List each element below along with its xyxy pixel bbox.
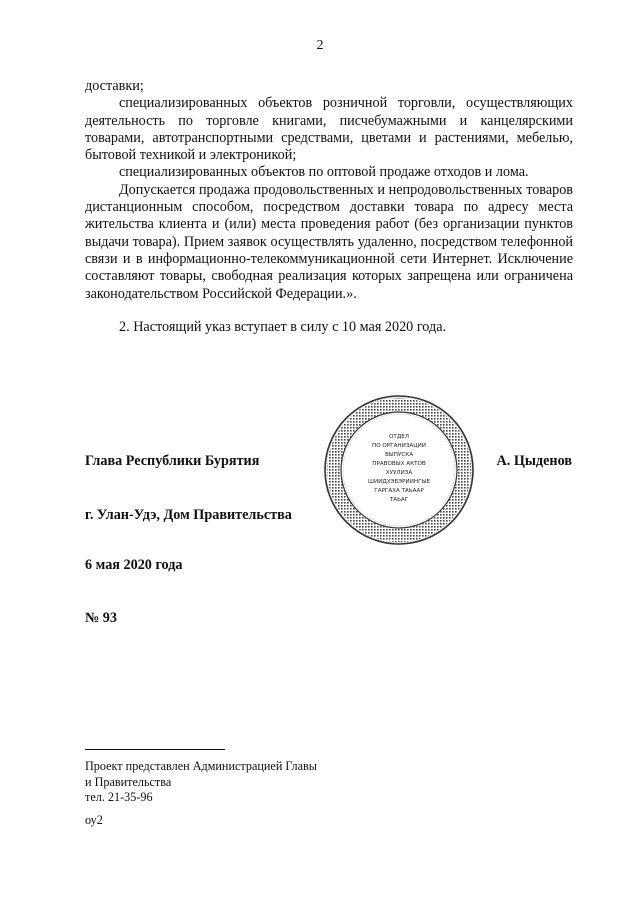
footnote-line: и Правительства xyxy=(85,774,172,789)
footnote-line: Проект представлен Администрацией Главы xyxy=(85,759,317,773)
seal-text-line: ХУУЛИЗА xyxy=(385,470,413,476)
seal-text-line: ШИИДХЭБЭРИИНГЫЕ xyxy=(367,479,431,485)
signing-place: г. Улан-Удэ, Дом Правительства xyxy=(85,507,292,523)
footnote-line: тел. 21-35-96 xyxy=(85,790,153,804)
decree-number: № 93 xyxy=(85,610,117,626)
footnote xyxy=(85,759,317,806)
effective-date-paragraph: 2. Настоящий указ вступает в силу с 10 мая 2020 года. xyxy=(119,318,447,335)
seal-text-line: ОТДЕЛ xyxy=(389,434,409,440)
document-code: оу2 xyxy=(85,813,103,827)
body-paragraph: доставки; xyxy=(85,78,144,94)
seal-text-line: ГАРГАХА ТАЬААР xyxy=(374,488,424,494)
footnote-divider xyxy=(85,749,225,750)
body-paragraph: специализированных объектов розничной торговли, осуществляющих деятельность по торговле книгами, писчебумажными и канцелярскими товарами, автотранспортными средствами, цветами и растениями, мебелью, бытовой техникой и электроникой; xyxy=(85,95,573,164)
signing-date: 6 мая 2020 года xyxy=(85,557,183,573)
signatory-name: А. Цыденов xyxy=(496,453,572,469)
body-paragraph: специализированных объектов по оптовой продаже отходов и лома. xyxy=(119,164,529,181)
seal-text-line: ТАЬАГ xyxy=(389,497,409,503)
seal-text-line: ПО ОРГАНИЗАЦИИ xyxy=(372,443,426,449)
page-number: 2 xyxy=(316,38,324,53)
signatory-position: Глава Республики Бурятия xyxy=(85,453,260,469)
body-paragraph: Допускается продажа продовольственных и непродовольственных товаров дистанционным способом, посредством доставки товара по адресу места жительства клиента и (или) места проведения работ (без организации пунктов выдачи товара). Прием заявок осуществлять удаленно, посредством телефонной связи и в информационно-телекоммуникационной сети Интернет. Исключение составляют товары, свободная реализация которых запрещена или ограничена законодательством Российской Федерации.». xyxy=(85,181,573,302)
seal-text-line: ВЫПУСКА xyxy=(384,452,414,458)
seal-text-line: ПРАВОВЫХ АКТОВ xyxy=(372,461,426,467)
decree-body xyxy=(85,78,573,336)
official-seal xyxy=(323,394,475,546)
